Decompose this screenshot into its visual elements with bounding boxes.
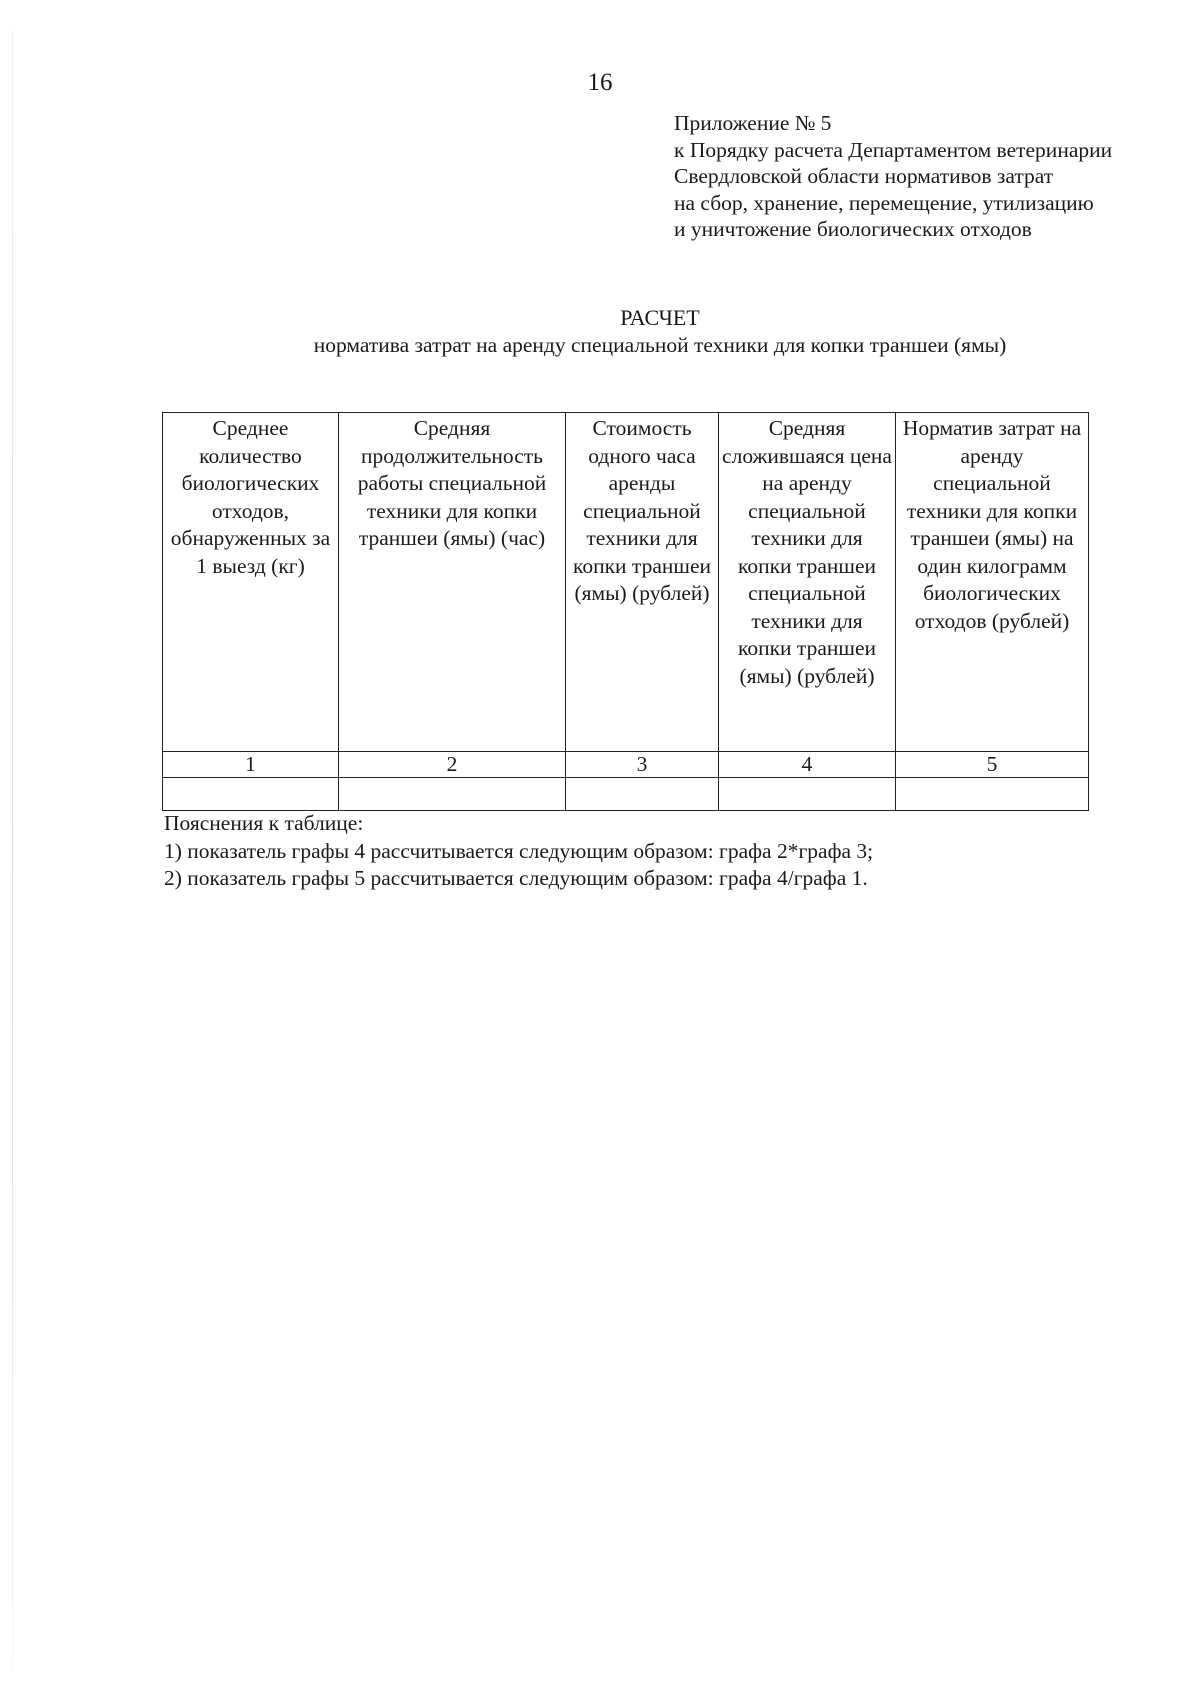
column-number: 5 [896, 752, 1089, 778]
empty-cell [163, 778, 339, 811]
page-number: 16 [587, 69, 613, 96]
table-header-row [163, 413, 1089, 752]
document-subtitle: норматива затрат на аренду специальной техники для копки траншеи (ямы) [313, 333, 1007, 357]
scan-edge-shadow [12, 30, 13, 1670]
note-item: 2) показатель графы 5 рассчитывается следующим образом: графа 4/графа 1. [164, 866, 868, 890]
appendix-line: Свердловской области нормативов затрат [674, 164, 1054, 188]
appendix-line: Приложение № 5 [674, 111, 832, 135]
column-number-row [163, 752, 1089, 778]
column-number: 2 [339, 752, 566, 778]
column-number: 4 [719, 752, 896, 778]
header-cell-avg-price: Средняя сложившаяся цена на аренду специальной техники для копки траншеи специальной техники для копки траншеи (ямы) (рублей) [719, 413, 896, 752]
empty-cell [566, 778, 719, 811]
calculation-table [162, 412, 1089, 811]
column-number: 3 [566, 752, 719, 778]
appendix-reference [674, 110, 1174, 243]
column-number: 1 [163, 752, 339, 778]
table-notes [164, 810, 1164, 893]
empty-cell [719, 778, 896, 811]
appendix-line: к Порядку расчета Департаментом ветеринарии [674, 137, 1113, 162]
header-cell-avg-waste: Среднее количество биологических отходов, обнаруженных за 1 выезд (кг) [163, 413, 339, 752]
appendix-line: на сбор, хранение, перемещение, утилизацию [674, 190, 1094, 215]
document-title: РАСЧЕТ [620, 305, 700, 330]
note-item: 1) показатель графы 4 рассчитывается следующим образом: графа 2*графа 3; [164, 838, 874, 863]
empty-cell [896, 778, 1089, 811]
header-cell-hour-cost: Стоимость одного часа аренды специальной техники для копки траншеи (ямы) (рублей) [566, 413, 719, 752]
notes-heading: Пояснения к таблице: [164, 811, 364, 835]
header-cell-norm: Норматив затрат на аренду специальной техники для копки траншеи (ямы) на один килограмм биологических отходов (рублей) [896, 413, 1089, 752]
appendix-line: и уничтожение биологических отходов [674, 217, 1032, 241]
header-cell-avg-duration: Средняя продолжительность работы специальной техники для копки траншеи (ямы) (час) [339, 413, 566, 752]
empty-cell [339, 778, 566, 811]
empty-data-row [163, 778, 1089, 811]
